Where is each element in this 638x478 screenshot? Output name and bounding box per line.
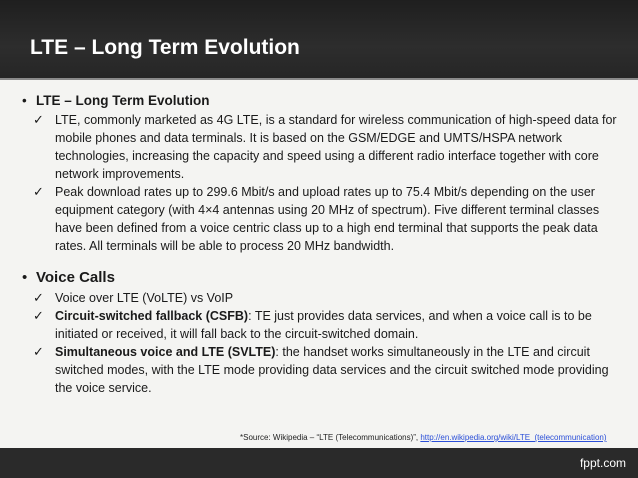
list-item-text: Peak download rates up to 299.6 Mbit/s and upload rates up to 75.4 Mbit/s depending on the user equipment category (with 4×4 antennas using 20 MHz of spectrum). Five different terminal classes have been defined from a voice centric class up to a high end terminal that supports the peak data rates. All terminals will be able to process 20 MHz bandwidth. [55, 185, 600, 253]
slide-content [22, 92, 622, 397]
header-divider [0, 78, 638, 80]
list-item-text: : the handset works simultaneously in the LTE and circuit switched modes, with the LTE mode providing data services and the circuit switched mode providing the voice service. [55, 345, 609, 395]
slide-header [0, 0, 638, 78]
source-prefix: *Source: Wikipedia – “LTE (Telecommunications)”, [240, 433, 421, 442]
section-heading-text: LTE – Long Term Evolution [36, 93, 210, 108]
checkmark-icon: ✓ [33, 290, 44, 305]
list-item-bold-term: Simultaneous voice and LTE (SVLTE) [55, 345, 276, 359]
checkmark-icon: ✓ [33, 308, 44, 323]
list-item-bold-term: Circuit-switched fallback (CSFB) [55, 309, 249, 323]
source-citation [240, 433, 607, 442]
checkmark-icon: ✓ [33, 344, 44, 359]
list-item-text: LTE, commonly marketed as 4G LTE, is a standard for wireless communication of high-speed data for mobile phones and data terminals. It is based on the GSM/EDGE and UMTS/HSPA network technologies, increasing the capacity and speed using a different radio interface together with core network improvements. [55, 113, 617, 181]
list-item [22, 183, 622, 255]
checkmark-icon: ✓ [33, 112, 44, 127]
list-item-text: Voice over LTE (VoLTE) vs VoIP [55, 291, 234, 305]
list-item [22, 343, 622, 397]
section-heading-lte [22, 92, 622, 110]
list-item [22, 111, 622, 183]
source-link[interactable]: http://en.wikipedia.org/wiki/LTE_(telecommunication) [420, 433, 607, 442]
checkmark-icon: ✓ [33, 184, 44, 199]
section-heading-text: Voice Calls [36, 269, 115, 286]
bullet-icon: • [22, 269, 28, 286]
list-item [22, 307, 622, 343]
list-item-text: : TE just provides data services, and when a voice call is to be initiated or received, it will fall back to the circuit-switched domain. [55, 309, 592, 341]
slide-title: LTE – Long Term Evolution [30, 36, 300, 59]
list-item-body [55, 343, 622, 397]
bullet-icon: • [22, 93, 27, 108]
brand-logo-text: fppt.com [579, 456, 626, 470]
slide-footer [0, 448, 638, 478]
section-heading-voice-calls [22, 269, 622, 287]
list-item [22, 289, 622, 307]
list-item-body [55, 307, 622, 343]
